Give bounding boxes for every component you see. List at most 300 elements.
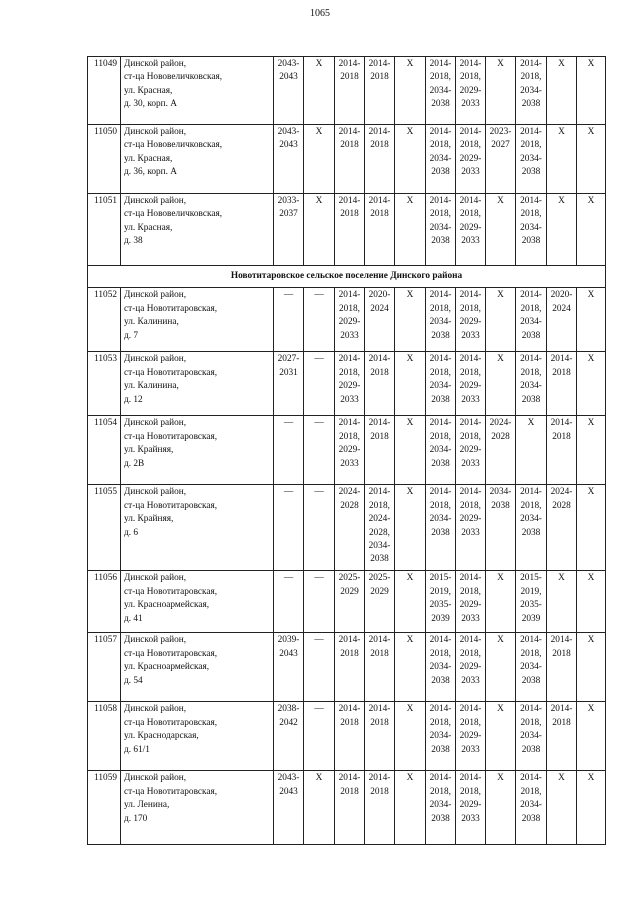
period-value: 2014- (550, 704, 573, 715)
period-cell (274, 416, 304, 485)
period-value: 2014- (338, 59, 361, 69)
period-value: 2014- (459, 290, 482, 301)
row-number: 11058 (88, 702, 121, 771)
row-number: 11059 (88, 771, 121, 845)
period-value: 2038 (370, 554, 389, 565)
period-cell (365, 485, 395, 571)
period-value: — (314, 635, 324, 646)
period-value: 2034- (520, 381, 542, 392)
period-cell (274, 288, 304, 352)
period-value: 2014- (429, 418, 452, 429)
address-cell (121, 485, 274, 571)
period-value: 2043- (277, 773, 300, 784)
period-value: 2029- (459, 153, 482, 164)
period-value: 2034- (429, 662, 452, 673)
period-cell (516, 125, 547, 194)
period-value: 2028 (340, 500, 359, 511)
period-value: Х (587, 59, 595, 69)
period-cell (395, 352, 426, 416)
period-value: 2018 (552, 717, 571, 728)
period-value: 2018, (520, 717, 542, 728)
period-value: 2043 (279, 648, 298, 659)
period-value: 2018, (520, 140, 542, 151)
period-value: 2018, (430, 500, 451, 511)
period-cell (516, 571, 547, 633)
period-cell (304, 352, 335, 416)
period-cell (456, 352, 486, 416)
period-value: 2014- (459, 59, 482, 69)
table-row (88, 702, 606, 771)
period-cell (486, 485, 516, 571)
period-value: 2029- (338, 381, 361, 392)
period-value: 2018, (460, 367, 481, 378)
period-value: 2034- (520, 800, 542, 811)
period-value: 2018, (520, 209, 542, 220)
period-value: 2043 (279, 140, 298, 151)
period-value: Х (406, 773, 414, 784)
period-value: 2018, (430, 367, 451, 378)
period-value: 2035- (429, 600, 452, 611)
period-cell (426, 633, 456, 702)
period-value: 2014- (429, 290, 452, 301)
period-value: 2034- (429, 222, 452, 233)
period-value: 2018, (460, 72, 481, 83)
period-value: 2018 (370, 72, 389, 83)
address-line: д. 36, корп. А (124, 167, 178, 178)
period-value: Х (558, 573, 565, 584)
period-value: 2014- (520, 487, 542, 498)
address-cell (121, 416, 274, 485)
period-cell (395, 702, 426, 771)
period-value: 2028 (491, 431, 510, 442)
period-value: 2038 (491, 500, 510, 511)
period-value: 2033 (461, 813, 480, 824)
row-number: 11055 (88, 485, 121, 571)
period-value: 2024- (550, 487, 573, 498)
row-number: 11053 (88, 352, 121, 416)
address-cell (121, 288, 274, 352)
period-value: 2029- (338, 445, 361, 456)
row-number: 11057 (88, 633, 121, 702)
period-value: 2020- (368, 290, 391, 301)
period-value: 2014- (459, 127, 482, 137)
period-value: 2018 (340, 72, 359, 83)
period-value: 2014- (368, 487, 391, 498)
period-cell (516, 771, 547, 845)
period-value: 2034- (368, 541, 391, 552)
period-cell (547, 702, 577, 771)
period-value: 2034- (429, 381, 452, 392)
period-value: 2014- (338, 418, 361, 429)
period-value: 2018, (430, 717, 451, 728)
period-cell (365, 57, 395, 125)
period-cell (365, 352, 395, 416)
period-value: 2014- (368, 354, 391, 365)
period-cell (304, 485, 335, 571)
period-cell (426, 702, 456, 771)
period-value: Х (406, 704, 414, 715)
period-value: 2024- (489, 418, 512, 429)
period-value: 2034- (429, 445, 452, 456)
period-cell (274, 633, 304, 702)
period-cell (426, 485, 456, 571)
address-line: д. 38 (124, 236, 143, 247)
period-cell (365, 702, 395, 771)
period-value: 2018, (430, 140, 451, 151)
period-value: 2018 (340, 717, 359, 728)
period-value: 2018, (460, 786, 481, 797)
section-header-row (88, 266, 606, 288)
period-cell (304, 125, 335, 194)
address-cell (121, 352, 274, 416)
period-value: 2014- (550, 354, 573, 365)
period-cell (304, 57, 335, 125)
address-line: д. 6 (124, 527, 139, 538)
period-value: 2018, (369, 500, 390, 511)
address-line: ул. Крайняя, (124, 514, 174, 525)
period-value: — (314, 487, 324, 498)
period-value: — (283, 290, 294, 301)
period-value: 2018 (370, 786, 389, 797)
period-value: 2034- (429, 514, 452, 525)
period-value: 2014- (459, 354, 482, 365)
period-value: 2014- (520, 59, 542, 69)
period-cell (516, 352, 547, 416)
period-cell (335, 57, 365, 125)
table-row (88, 57, 606, 125)
period-value: 2018 (340, 786, 359, 797)
period-cell (335, 633, 365, 702)
period-value: 2014- (429, 59, 452, 69)
period-value: 2020- (550, 290, 573, 301)
period-value: 2018, (430, 786, 451, 797)
period-cell (577, 771, 606, 845)
period-cell (304, 416, 335, 485)
period-cell (547, 125, 577, 194)
period-value: 2038 (521, 236, 541, 247)
period-value: Х (497, 59, 504, 69)
period-value: 2034- (429, 731, 452, 742)
period-value: — (314, 418, 324, 429)
table-row (88, 194, 606, 266)
address-line: ст-ца Нововеличковская, (124, 140, 223, 151)
period-value: 2029- (459, 731, 482, 742)
period-value: 2014- (368, 418, 391, 429)
period-cell (426, 352, 456, 416)
period-value: — (314, 290, 324, 301)
period-cell (577, 194, 606, 266)
period-value: Х (558, 196, 565, 206)
address-line: д. 41 (124, 613, 143, 624)
address-line: д. 54 (124, 675, 143, 686)
period-value: 2018, (520, 367, 542, 378)
period-value: — (283, 573, 294, 584)
period-cell (274, 352, 304, 416)
address-line: ст-ца Новотитаровская, (124, 367, 218, 378)
address-line: ст-ца Новотитаровская, (124, 786, 218, 797)
period-value: 2018 (370, 648, 389, 659)
period-cell (395, 485, 426, 571)
period-value: 2014- (520, 704, 542, 715)
period-cell (304, 194, 335, 266)
period-value: 2014- (459, 196, 482, 206)
period-value: 2018, (520, 72, 542, 83)
row-number: 11050 (88, 125, 121, 194)
period-value: 2034- (520, 514, 542, 525)
period-value: 2029- (459, 800, 482, 811)
address-line: Динской район, (124, 487, 187, 498)
address-line: Динской район, (124, 127, 187, 137)
period-value: 2014- (520, 290, 542, 301)
period-value: 2018, (520, 500, 542, 511)
period-value: 2034- (429, 317, 452, 328)
period-value: 2014- (338, 290, 361, 301)
period-cell (516, 57, 547, 125)
period-value: 2018 (370, 431, 389, 442)
period-cell (365, 771, 395, 845)
period-cell (486, 416, 516, 485)
address-line: д. 30, корп. А (124, 99, 178, 110)
address-line: Динской район, (124, 704, 187, 715)
period-cell (274, 57, 304, 125)
period-value: 2038 (521, 744, 541, 755)
period-value: Х (497, 290, 504, 301)
period-value: 2023- (489, 127, 512, 137)
period-value: 2038 (431, 167, 450, 178)
period-cell (516, 702, 547, 771)
table-row (88, 288, 606, 352)
period-cell (456, 194, 486, 266)
period-value: Х (406, 573, 414, 584)
period-value: Х (497, 196, 504, 206)
period-cell (577, 416, 606, 485)
period-value: 2018 (370, 140, 389, 151)
period-value: Х (315, 773, 323, 784)
period-value: 2038 (521, 675, 541, 686)
row-number: 11049 (88, 57, 121, 125)
period-value: 2024- (338, 487, 361, 498)
period-cell (486, 352, 516, 416)
section-title: Новотитаровское сельское поселение Динского района (88, 266, 606, 288)
period-value: 2018, (460, 717, 481, 728)
address-line: ул. Красноармейская, (124, 600, 210, 611)
period-value: 2038 (431, 675, 450, 686)
period-value: 2029- (459, 317, 482, 328)
period-value: 2018, (460, 303, 481, 314)
period-value: 2018, (339, 303, 360, 314)
period-value: 2014- (368, 59, 391, 69)
period-cell (547, 633, 577, 702)
period-value: 2014- (338, 127, 361, 137)
period-cell (395, 571, 426, 633)
row-number: 11051 (88, 194, 121, 266)
period-value: 2033 (461, 527, 480, 538)
period-value: Х (587, 290, 595, 301)
period-value: Х (406, 354, 414, 365)
period-value: 2039- (277, 635, 300, 646)
period-value: 2014- (550, 418, 573, 429)
period-value: 2038 (431, 236, 450, 247)
period-value: 2039 (431, 613, 450, 624)
period-value: 2025- (338, 573, 361, 584)
period-value: 2018, (460, 500, 481, 511)
period-value: 2014- (520, 635, 542, 646)
period-value: 2033 (340, 330, 359, 341)
period-cell (365, 416, 395, 485)
period-value: Х (587, 418, 595, 429)
period-cell (456, 416, 486, 485)
period-cell (426, 416, 456, 485)
period-cell (395, 125, 426, 194)
period-value: 2027- (277, 354, 300, 365)
period-value: 2029- (459, 381, 482, 392)
address-line: ст-ца Новотитаровская, (124, 648, 218, 659)
period-value: 2014- (368, 127, 391, 137)
period-cell (577, 288, 606, 352)
period-value: 2043 (279, 786, 298, 797)
period-value: 2029- (459, 600, 482, 611)
period-value: 2014- (520, 354, 542, 365)
table-row (88, 633, 606, 702)
period-cell (486, 57, 516, 125)
period-value: 2018 (340, 209, 359, 220)
period-value: — (314, 573, 324, 584)
period-cell (274, 771, 304, 845)
period-cell (335, 194, 365, 266)
period-value: 2034- (520, 153, 542, 164)
period-value: 2014- (520, 773, 542, 784)
period-cell (516, 288, 547, 352)
address-line: Динской район, (124, 290, 187, 301)
period-value: 2014- (459, 773, 482, 784)
period-cell (426, 771, 456, 845)
period-value: 2033 (461, 394, 480, 405)
period-value: 2018, (460, 140, 481, 151)
address-line: д. 61/1 (124, 744, 150, 755)
period-value: 2034- (429, 85, 452, 96)
address-cell (121, 57, 274, 125)
address-line: ул. Калинина, (124, 381, 179, 392)
period-value: 2034- (520, 222, 542, 233)
period-value: 2038 (431, 330, 450, 341)
period-cell (547, 416, 577, 485)
period-value: 2033 (340, 394, 359, 405)
period-value: 2038 (431, 744, 450, 755)
period-cell (516, 416, 547, 485)
period-value: Х (406, 290, 414, 301)
period-value: Х (587, 573, 595, 584)
period-value: Х (406, 418, 414, 429)
period-cell (516, 633, 547, 702)
period-value: 2018, (339, 367, 360, 378)
period-value: 2018 (552, 431, 571, 442)
row-number: 11052 (88, 288, 121, 352)
period-cell (547, 57, 577, 125)
address-line: д. 12 (124, 394, 143, 405)
period-cell (456, 571, 486, 633)
period-value: Х (315, 59, 323, 69)
period-cell (335, 702, 365, 771)
period-value: Х (497, 573, 504, 584)
address-line: Динской район, (124, 573, 187, 584)
period-cell (577, 702, 606, 771)
period-cell (304, 633, 335, 702)
period-value: 2033 (461, 99, 480, 110)
period-value: 2033- (277, 196, 300, 206)
period-value: 2043 (279, 72, 298, 83)
period-cell (335, 416, 365, 485)
period-value: 2014- (459, 418, 482, 429)
address-line: Динской район, (124, 418, 187, 429)
address-line: ст-ца Нововеличковская, (124, 209, 223, 220)
address-cell (121, 702, 274, 771)
period-value: 2029- (459, 514, 482, 525)
period-value: 2038 (431, 99, 450, 110)
period-cell (486, 194, 516, 266)
period-cell (456, 125, 486, 194)
period-value: 2024 (552, 303, 571, 314)
period-cell (395, 288, 426, 352)
period-value: 2038 (521, 330, 541, 341)
period-value: Х (587, 773, 595, 784)
period-cell (547, 571, 577, 633)
period-value: 2038 (431, 813, 450, 824)
period-value: 2014- (429, 704, 452, 715)
address-line: ул. Краснодарская, (124, 731, 199, 742)
period-cell (426, 288, 456, 352)
period-value: 2037 (279, 209, 298, 220)
period-value: 2038 (521, 813, 541, 824)
period-value: 2015- (429, 573, 452, 584)
period-cell (547, 485, 577, 571)
period-value: 2018, (430, 209, 451, 220)
address-cell (121, 571, 274, 633)
period-value: 2038 (521, 99, 541, 110)
period-cell (365, 125, 395, 194)
address-line: Динской район, (124, 773, 187, 784)
address-line: ул. Крайняя, (124, 445, 174, 456)
period-value: 2018 (552, 648, 571, 659)
period-value: 2034- (429, 800, 452, 811)
period-value: 2038 (431, 394, 450, 405)
period-value: 2029 (370, 586, 389, 597)
period-value: 2014- (368, 773, 391, 784)
table-row (88, 571, 606, 633)
table-row (88, 125, 606, 194)
period-value: 2039 (521, 613, 541, 624)
period-cell (486, 125, 516, 194)
period-value: Х (315, 127, 323, 137)
period-cell (274, 194, 304, 266)
period-value: 2014- (520, 196, 542, 206)
period-cell (274, 125, 304, 194)
period-value: 2028 (552, 500, 571, 511)
period-value: 2033 (461, 744, 480, 755)
period-value: 2034- (520, 731, 542, 742)
address-line: Динской район, (124, 196, 187, 206)
address-line: ул. Красная, (124, 222, 173, 233)
period-value: 2014- (429, 196, 452, 206)
address-line: ул. Красноармейская, (124, 662, 210, 673)
table-row (88, 352, 606, 416)
address-line: д. 2В (124, 458, 145, 469)
period-value: 2038 (431, 458, 450, 469)
period-value: Х (406, 127, 414, 137)
period-value: 2014- (429, 773, 452, 784)
period-cell (547, 352, 577, 416)
period-value: 2034- (489, 487, 512, 498)
period-cell (274, 702, 304, 771)
